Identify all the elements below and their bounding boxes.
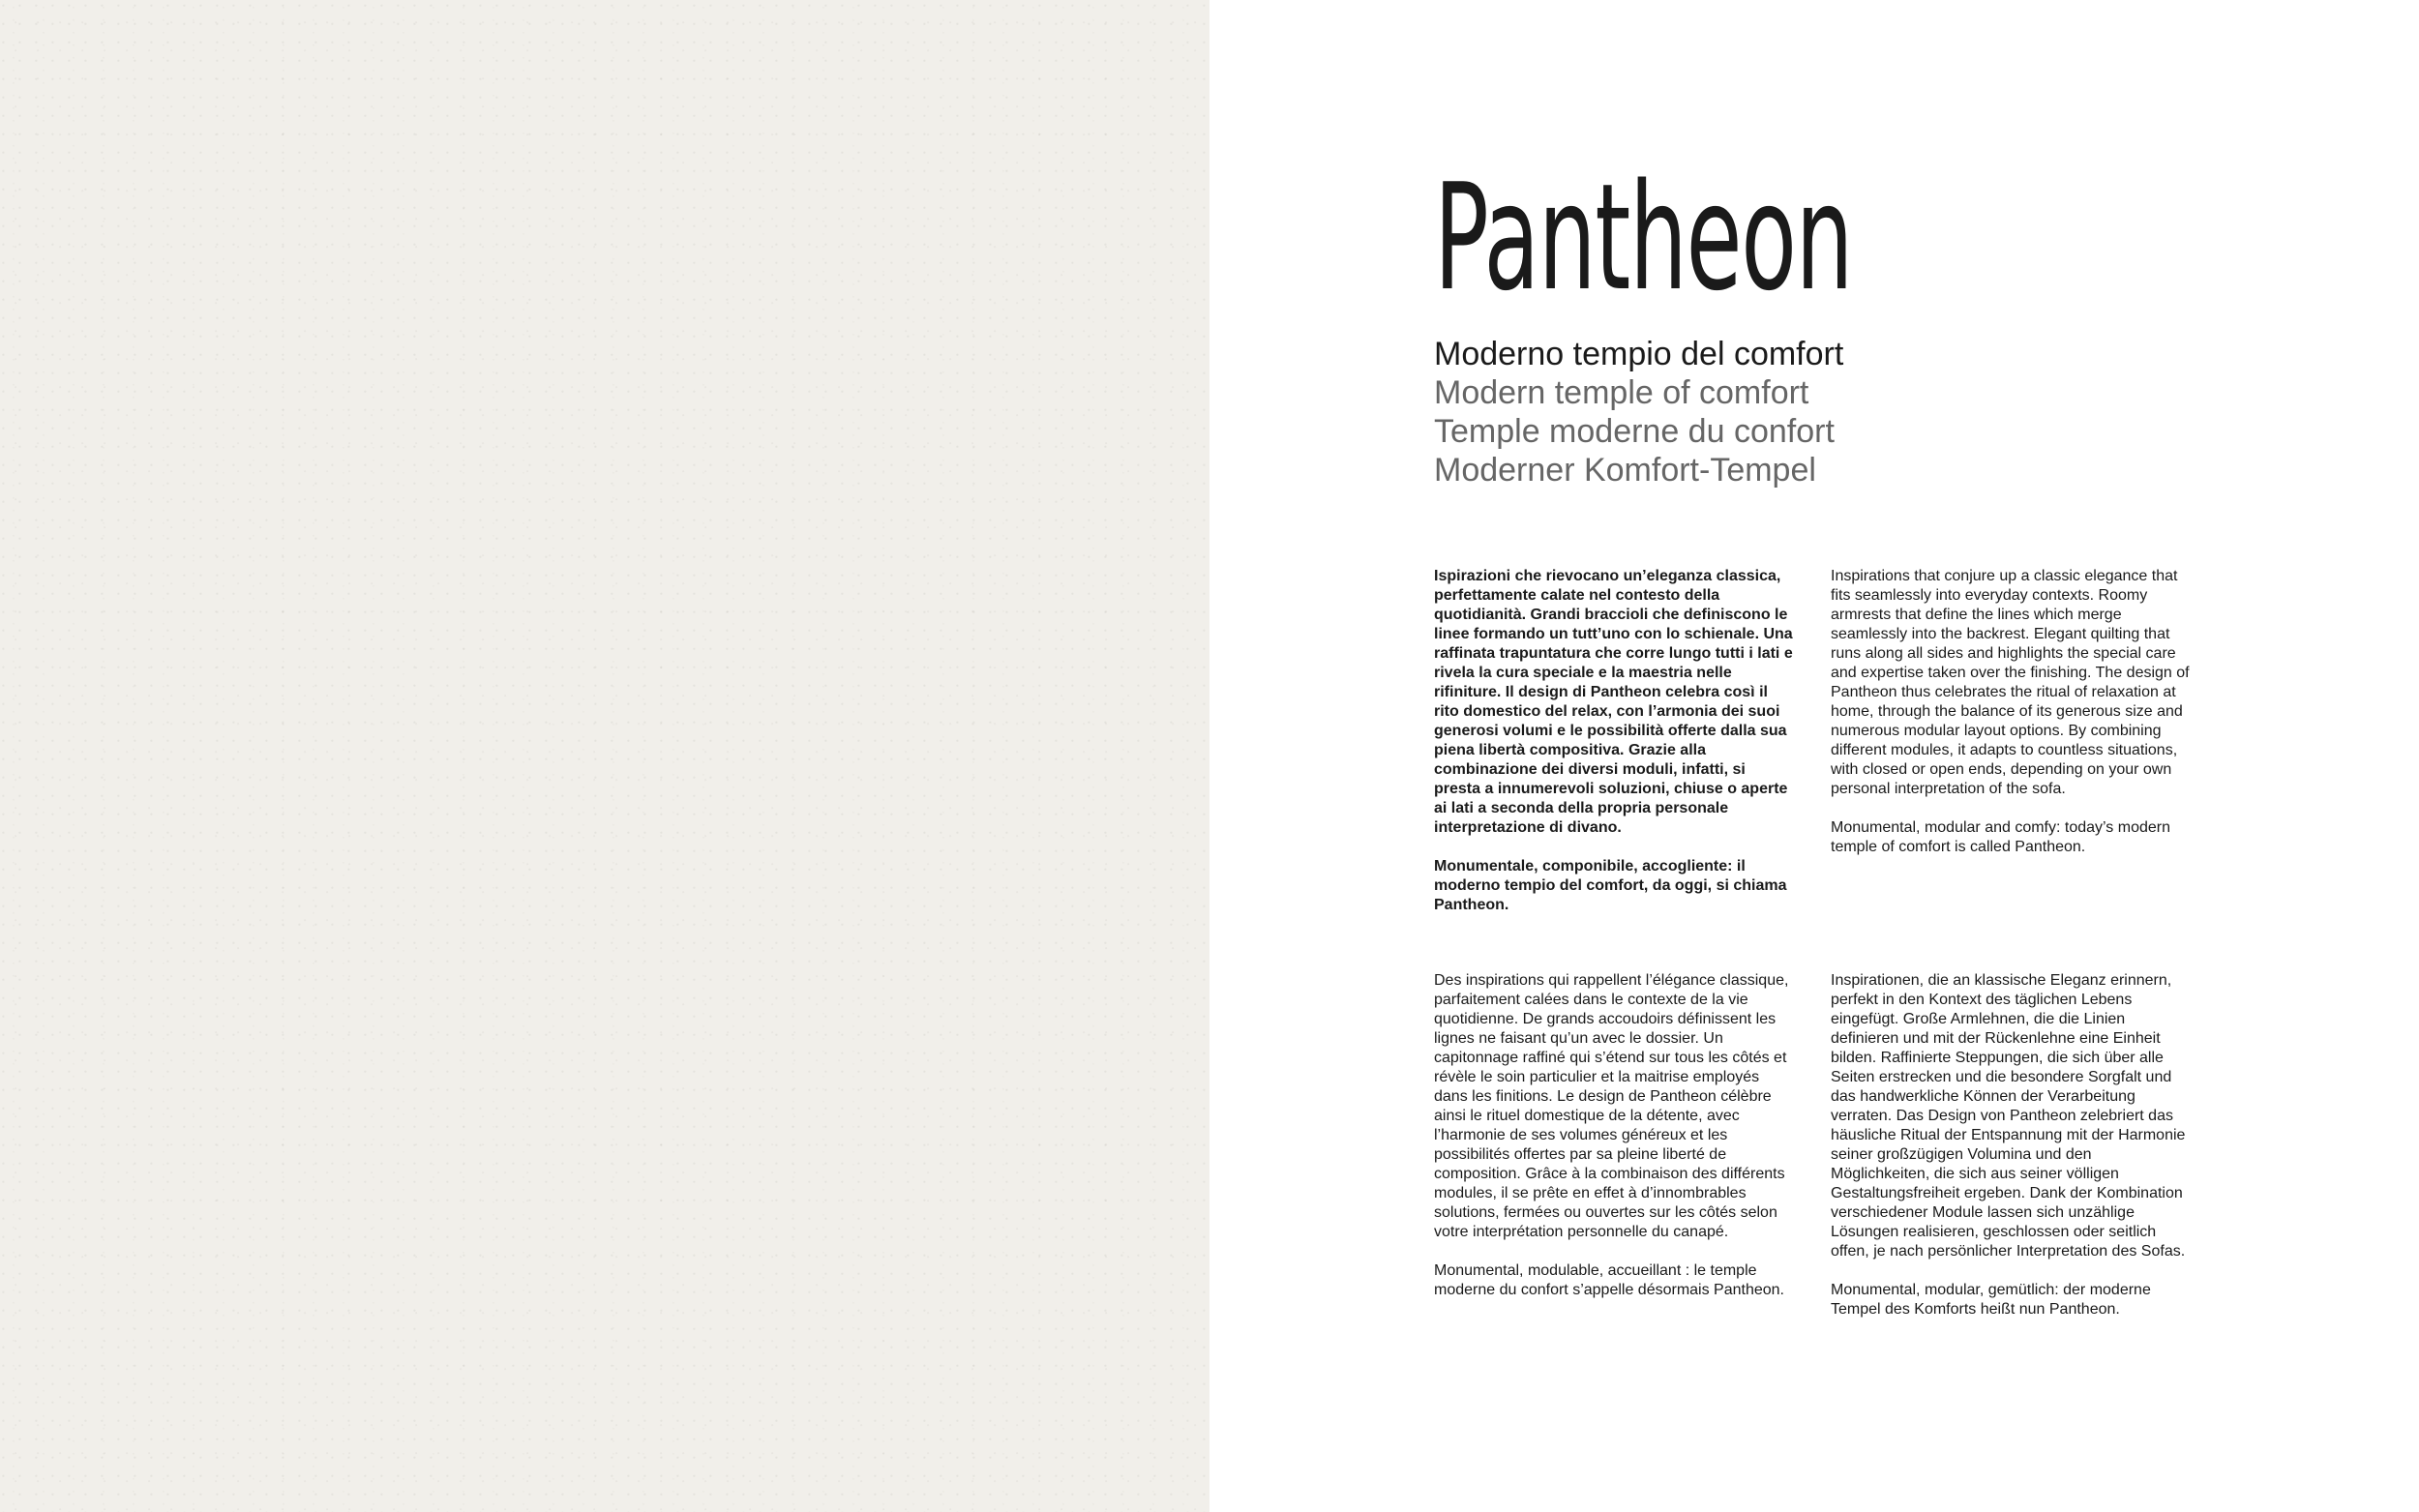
subtitle-block <box>1434 335 1843 489</box>
english-paragraph-2: Monumental, modular and comfy: today’s modern temple of comfort is called Pantheon. <box>1831 819 2170 855</box>
subtitle-english: Modern temple of comfort <box>1434 374 1809 411</box>
french-paragraph-1: Des inspirations qui rappellent l’élégance classique, parfaitement calées dans le contexte de la vie quotidienne. De grands accoudoirs définissent les lignes ne faisant qu’un avec le dossier. Un capitonnage raffiné qui s’étend sur tous les côtés et révèle le soin particulier et la maitrise employés dans les finitions. Le design de Pantheon célèbre ainsi le rituel domestique de la détente, avec l’harmonie de ses volumes généreux et les possibilités offertes par sa pleine liberté de composition. Grâce à la combinaison des différents modules, il se prête en effet à d’innombrables solutions, fermées ou ouvertes sur les côtés selon votre interprétation personnelle du canapé. <box>1434 972 1789 1240</box>
subtitle-italian: Moderno tempio del comfort <box>1434 336 1844 372</box>
right-page <box>1210 0 2419 1512</box>
subtitle-french: Temple moderne du confort <box>1434 413 1835 450</box>
subtitle-german: Moderner Komfort-Tempel <box>1434 452 1816 489</box>
german-paragraph-1: Inspirationen, die an klassische Eleganz erinnern, perfekt in den Kontext des täglichen Lebens eingefügt. Große Armlehnen, die die Linien definieren und mit der Rückenlehne eine Einheit bilden. Raffinierte Steppungen, die sich über alle Seiten erstrecken und die besondere Sorgfalt und das handwerkliche Können der Verarbeitung verraten. Das Design von Pantheon zelebriert das häusliche Ritual der Entspannung mit der Harmonie seiner großzügigen Volumina und den Möglichkeiten, die sich aus seiner völligen Gestaltungsfreiheit ergeben. Dank der Kombination verschiedener Module lassen sich unzählige Lösungen realisieren, geschlossen oder seitlich offen, je nach persönlicher Interpretation des Sofas. <box>1831 972 2186 1260</box>
text-column-english <box>1831 567 2191 876</box>
italian-paragraph-1: Ispirazioni che rievocano un’eleganza classica, perfettamente calate nel contesto della quotidianità. Grandi braccioli che definiscono le linee formando un tutt’uno con lo schienale. Una raffinata trapuntatura che corre lungo tutti i lati e rivela la cura speciale e la maestria nelle rifiniture. Il design di Pantheon celebra così il rito domestico del relax, con l’armonia dei suoi generosi volumi e le possibilità offerte dalla sua piena libertà compositiva. Grazie alla combinazione dei diversi moduli, infatti, si presta a innumerevoli soluzioni, chiuse o aperte ai lati a seconda della propria personale interpretazione di divano. <box>1434 568 1793 836</box>
german-paragraph-2: Monumental, modular, gemütlich: der moderne Tempel des Komforts heißt nun Pantheon. <box>1831 1282 2151 1318</box>
french-paragraph-2: Monumental, modulable, accueillant : le temple moderne du confort s’appelle désormais Pantheon. <box>1434 1262 1784 1298</box>
text-column-italian <box>1434 567 1794 934</box>
italian-paragraph-2: Monumentale, componibile, accogliente: il moderno tempio del comfort, da oggi, si chiama Pantheon. <box>1434 858 1787 913</box>
page-title: Pantheon <box>1434 152 1853 323</box>
text-column-german <box>1831 971 2191 1339</box>
english-paragraph-1: Inspirations that conjure up a classic elegance that fits seamlessly into everyday contexts. Roomy armrests that define the lines which merge seamlessly into the backrest. Elegant quilting that runs along all sides and highlights the special care and expertise taken over the finishing. The design of Pantheon thus celebrates the ritual of relaxation at home, through the balance of its generous size and numerous modular layout options. By combining different modules, it adapts to countless situations, with closed or open ends, depending on your own personal interpretation of the sofa. <box>1831 568 2190 797</box>
text-column-french <box>1434 971 1794 1319</box>
